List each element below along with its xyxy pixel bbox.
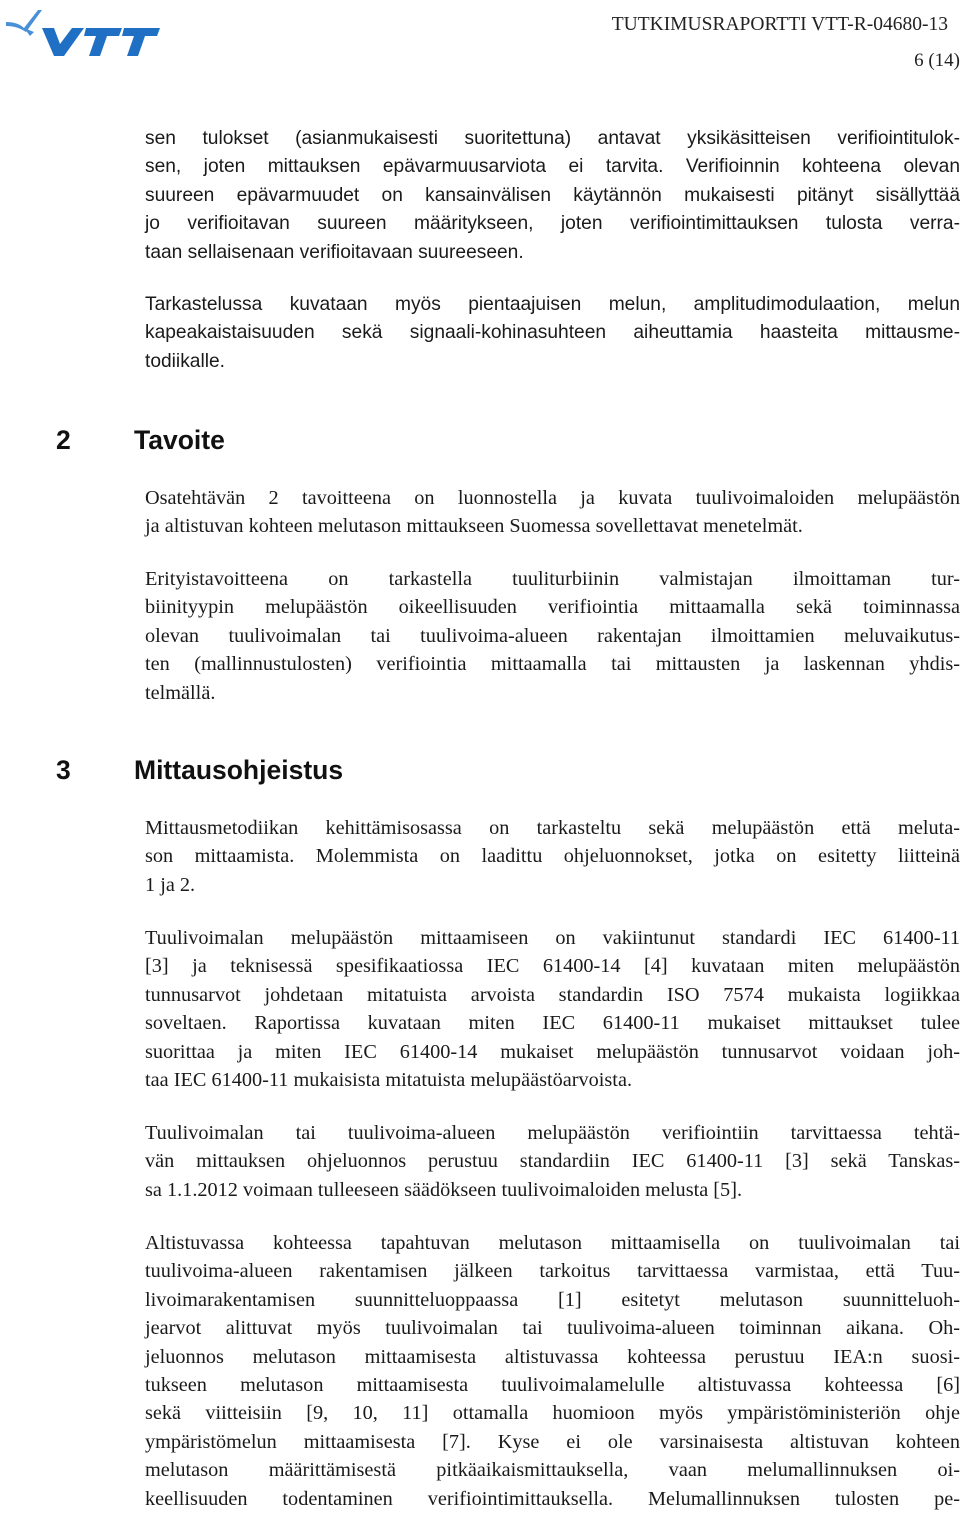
text-line: Tuulivoimalan tai tuulivoima-alueen melupäästön verifiointiin tarvittaessa tehtä- <box>145 1122 960 1144</box>
vtt-logo <box>4 2 160 58</box>
text-line: ympäristömelun mittaamisesta [7]. Kyse ei ole varsinaisesta altistuvan kohteen <box>145 1430 960 1453</box>
paragraph-special-objective <box>145 565 960 707</box>
text-line: sen, joten mittauksen epävarmuusarviota ei tarvita. Verifioinnin kohteena olevan <box>145 156 960 178</box>
text-line: livoimarakentamisen suunnitteluoppaassa [1] esitetyt melutason suunnitteluoh- <box>145 1288 960 1311</box>
section-number: 2 <box>56 425 71 455</box>
text-line: sa 1.1.2012 voimaan tulleeseen säädökseen tuulivoimaloiden melusta [5]. <box>145 1178 743 1201</box>
report-id: TUTKIMUSRAPORTTI VTT-R-04680-13 <box>611 14 948 35</box>
text-line: Erityistavoitteena on tarkastella tuuliturbiinin valmistajan ilmoittaman tur- <box>145 568 960 590</box>
paragraph-verification-uncertainty <box>145 125 960 267</box>
section-heading-tavoite <box>56 425 225 456</box>
text-line: telmällä. <box>145 681 216 704</box>
text-line: Osatehtävän 2 tavoitteena on luonnostella ja kuvata tuulivoimaloiden melupäästön <box>145 487 960 509</box>
page-number: 6 (14) <box>914 50 960 71</box>
text-line: Altistuvassa kohteessa tapahtuvan melutason mittaamisella on tuulivoimalan tai <box>145 1232 960 1254</box>
text-line: keellisuuden todentaminen verifiointimittauksella. Melumallinnuksen tulosten pe- <box>145 1487 960 1510</box>
text-line: sen tulokset (asianmukaisesti suoritettuna) antavat yksikäsitteisen verifiointitulok- <box>145 128 960 149</box>
text-line: taan sellaisenaan verifioitavaan suureeseen. <box>145 241 524 263</box>
text-line: Tarkastelussa kuvataan myös pientaajuisen melun, amplitudimodulaation, melun <box>145 294 960 315</box>
section-heading-mittausohjeistus <box>56 755 343 786</box>
text-line: suorittaa ja miten IEC 61400-14 mukaiset melupäästön tunnusarvot voidaan joh- <box>145 1040 960 1063</box>
text-line: Mittausmetodiikan kehittämisosassa on tarkasteltu sekä melupäästön että meluta- <box>145 817 960 839</box>
text-line: son mittaamista. Molemmista on laadittu ohjeluonnokset, jotka on esitetty liitteinä <box>145 845 960 868</box>
paragraph-exposure-measurement <box>145 1229 960 1513</box>
text-line: biinityypin melupäästön oikeellisuuden verifiointia mittaamalla sekä toiminnassa <box>145 596 960 619</box>
text-line: tunnusarvot johdetaan mitatuista arvoista standardin ISO 7574 mukaista logiikkaa <box>145 983 960 1006</box>
section-number: 3 <box>56 755 71 785</box>
text-line: todiikalle. <box>145 350 225 372</box>
paragraph-verification-guideline <box>145 1119 960 1204</box>
text-line: [3] ja teknisessä spesifikaatiossa IEC 61400-14 [4] kuvataan miten melupäästön <box>145 955 960 978</box>
text-line: tukseen melutason mittaamisesta tuulivoimalamelulle altistuvassa kohteessa [6] <box>145 1374 960 1397</box>
text-line: jeluonnos melutason mittaamisesta altistuvassa kohteessa perustuu IEA:n suosi- <box>145 1345 960 1368</box>
paragraph-objective <box>145 484 960 541</box>
paragraph-method-development <box>145 814 960 899</box>
section-title: Mittausohjeistus <box>134 755 344 785</box>
text-line: ten (mallinnustulosten) verifiointia mittaamalla tai mittausten ja laskennan yhdis- <box>145 653 960 676</box>
text-line: tuulivoima-alueen rakentamisen jälkeen tarkoitus tarvittaessa varmistaa, että Tuu- <box>145 1260 960 1283</box>
text-line: ja altistuvan kohteen melutason mittaukseen Suomessa sovellettavat menetelmät. <box>145 515 803 538</box>
text-line: sekä viitteisiin [9, 10, 11] ottamalla huomioon myös ympäristöministeriön ohje <box>145 1402 960 1425</box>
text-line: melutason määrittämisestä pitkäaikaismittauksella, vaan melumallinnuksen oi- <box>145 1459 960 1482</box>
text-line: suureen epävarmuudet on kansainvälisen käytännön mukaisesti pitänyt sisällyttää <box>145 184 960 206</box>
text-line: olevan tuulivoimalan tai tuulivoima-alueen rakentajan ilmoittamien meluvaikutus- <box>145 624 960 647</box>
text-line: Tuulivoimalan melupäästön mittaamiseen on vakiintunut standardi IEC 61400-11 <box>145 927 960 949</box>
text-line: vän mittauksen ohjeluonnos perustuu standardiin IEC 61400-11 [3] sekä Tanskas- <box>145 1150 960 1173</box>
paragraph-challenges <box>145 291 960 376</box>
text-line: soveltaen. Raportissa kuvataan miten IEC 61400-11 mukaiset mittaukset tulee <box>145 1012 960 1035</box>
text-line: kapeakaistaisuuden sekä signaali-kohinasuhteen aiheuttamia haasteita mittausme- <box>145 322 960 344</box>
section-title: Tavoite <box>134 425 225 455</box>
text-line: 1 ja 2. <box>145 873 196 896</box>
text-line: taa IEC 61400-11 mukaisista mitatuista melupäästöarvoista. <box>145 1069 633 1092</box>
text-line: jearvot alittuvat myös tuulivoimalan tai tuulivoima-alueen toiminnan aikana. Oh- <box>145 1317 960 1340</box>
paragraph-iec-standard <box>145 924 960 1094</box>
text-line: jo verifioitavan suureen määritykseen, joten verifiointimittauksen tulosta verra- <box>145 213 960 235</box>
